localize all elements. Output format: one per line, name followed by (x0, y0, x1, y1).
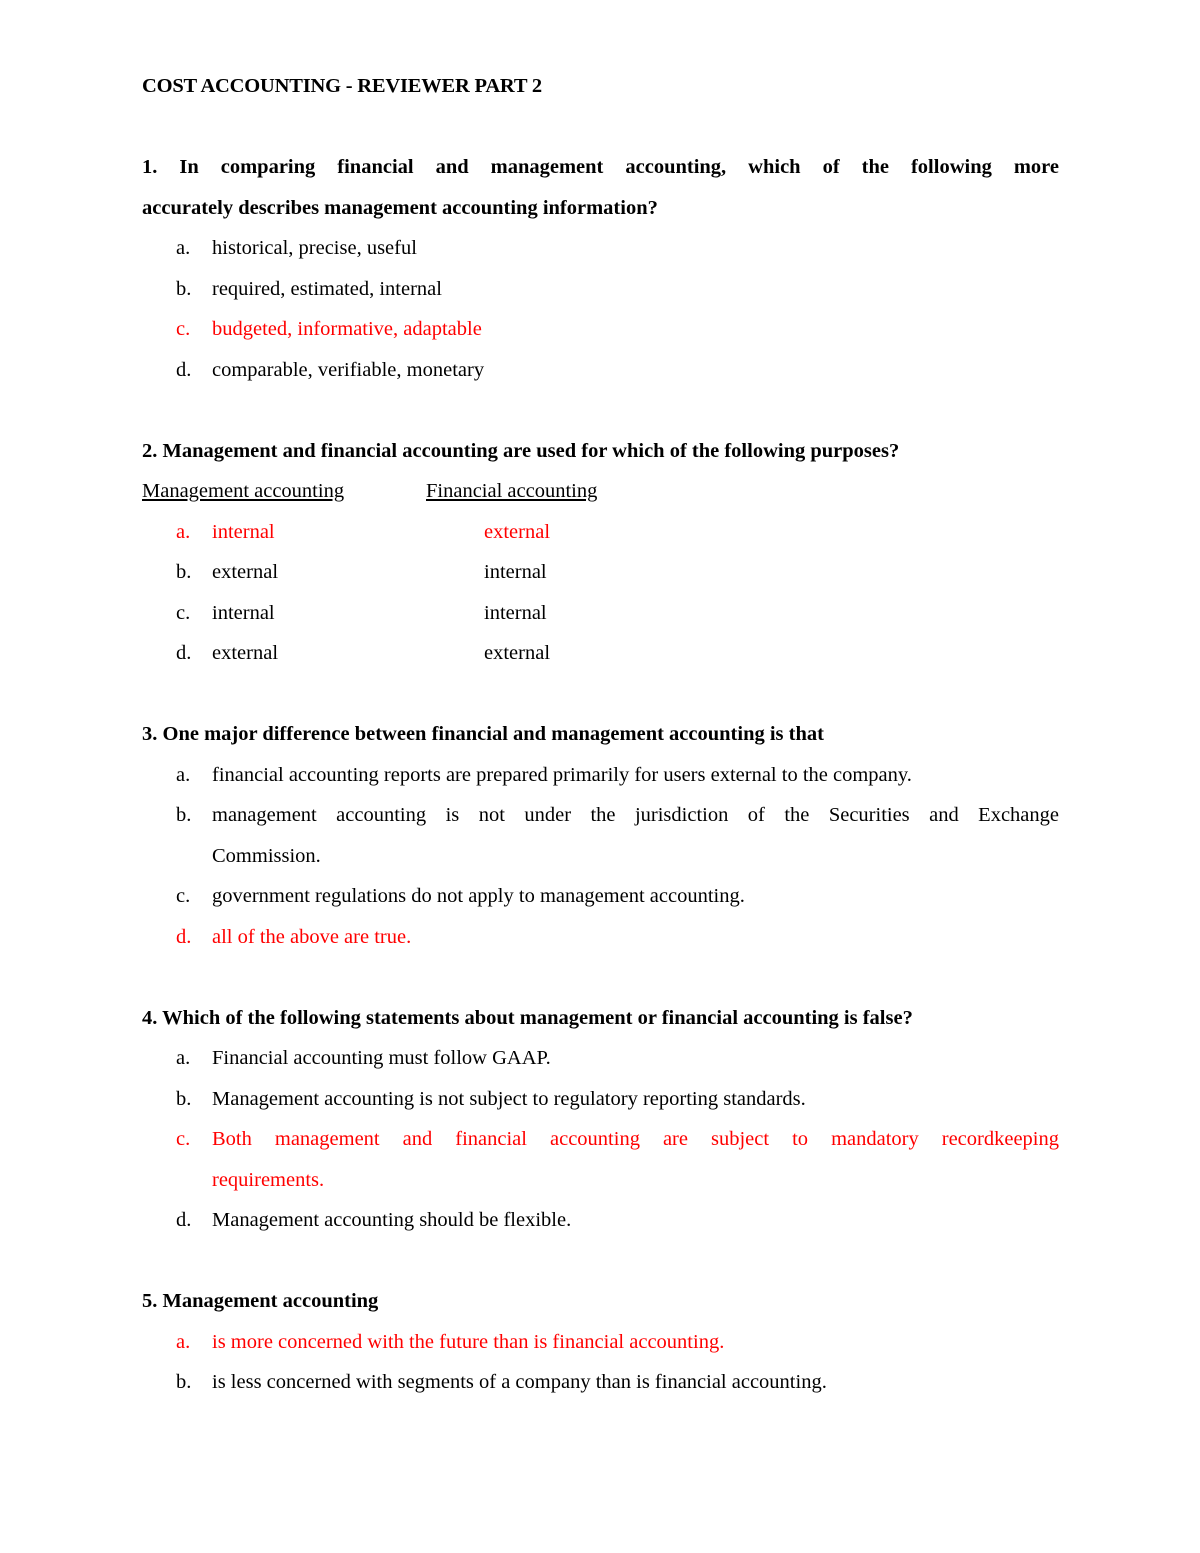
option-financial-value: internal (484, 601, 547, 624)
question-5 (142, 1281, 1059, 1403)
question-2-option-c (142, 593, 1059, 634)
question-3-option-d-correct-answer (142, 917, 1059, 958)
question-2-option-d (142, 633, 1059, 674)
option-letter: a. (176, 237, 191, 259)
document-title: COST ACCOUNTING - REVIEWER PART 2 (142, 75, 542, 97)
question-2-column-headers (142, 471, 1059, 512)
question-5-option-a-correct-answer (142, 1322, 1059, 1363)
question-3-option-a (142, 755, 1059, 796)
option-text: all of the above are true. (212, 925, 412, 948)
option-financial-value: internal (484, 561, 547, 583)
question-4-option-b (142, 1079, 1059, 1120)
option-letter: c. (176, 1128, 191, 1150)
question-3 (142, 714, 1059, 957)
question-1-option-d (142, 350, 1059, 391)
question-1-option-a (142, 228, 1059, 269)
option-text: government regulations do not apply to management accounting. (212, 885, 745, 907)
question-1-options (142, 228, 1059, 390)
question-4-option-d (142, 1200, 1059, 1241)
question-2-stem: 2. Management and financial accounting are used for which of the following purposes? (142, 439, 900, 462)
question-4-options (142, 1038, 1059, 1241)
option-letter: c. (176, 318, 191, 340)
option-letter: a. (176, 1330, 191, 1353)
option-letter: d. (176, 358, 192, 381)
option-text-line-2: requirements. (212, 1168, 325, 1191)
question-1-option-c-correct-answer (142, 309, 1059, 350)
option-text: required, estimated, internal (212, 277, 442, 300)
option-financial-value: external (484, 520, 551, 543)
option-letter: b. (176, 561, 192, 583)
option-letter: a. (176, 1047, 191, 1069)
question-5-options (142, 1322, 1059, 1403)
option-financial-value: external (484, 642, 551, 664)
question-3-stem: 3. One major difference between financial and management accounting is that (142, 723, 824, 745)
question-4 (142, 998, 1059, 1241)
option-letter: d. (176, 1209, 192, 1231)
option-text-line-2: Commission. (212, 844, 321, 867)
spacer (142, 674, 1059, 715)
option-management-value: internal (212, 601, 275, 624)
question-3-options (142, 755, 1059, 958)
option-letter: b. (176, 1371, 192, 1393)
option-text: Management accounting should be flexible. (212, 1209, 572, 1231)
option-text: Management accounting is not subject to regulatory reporting standards. (212, 1087, 806, 1110)
option-letter: a. (176, 763, 191, 786)
question-2-option-b (142, 552, 1059, 593)
option-letter: b. (176, 804, 192, 826)
question-1-stem-line-1: 1. In comparing financial and management accounting, which of the following more (142, 156, 1059, 178)
question-2 (142, 431, 1059, 674)
option-letter: d. (176, 925, 192, 948)
question-1 (142, 147, 1059, 390)
question-5-stem: 5. Management accounting (142, 1290, 379, 1312)
question-3-option-b (142, 795, 1059, 876)
option-text-line-1: Both management and financial accounting are subject to mandatory recordkeeping (212, 1128, 1059, 1150)
option-text: comparable, verifiable, monetary (212, 358, 485, 381)
option-text-line-1: management accounting is not under the jurisdiction of the Securities and Exchange (212, 804, 1059, 826)
option-letter: d. (176, 642, 192, 664)
question-1-stem-line-2: accurately describes management accounting information? (142, 196, 658, 219)
option-management-value: external (212, 561, 279, 583)
spacer (142, 957, 1059, 998)
column-header-management: Management accounting (142, 480, 345, 502)
spacer (142, 390, 1059, 431)
option-management-value: internal (212, 520, 275, 543)
option-letter: b. (176, 277, 192, 300)
option-letter: c. (176, 601, 191, 624)
option-text: is less concerned with segments of a company than is financial accounting. (212, 1371, 827, 1393)
question-4-option-a (142, 1038, 1059, 1079)
question-2-option-a-correct-answer (142, 512, 1059, 553)
option-text: historical, precise, useful (212, 237, 417, 259)
question-1-option-b (142, 269, 1059, 310)
option-letter: b. (176, 1087, 192, 1110)
option-letter: c. (176, 885, 191, 907)
option-management-value: external (212, 642, 279, 664)
spacer (142, 1241, 1059, 1282)
spacer (142, 107, 1059, 148)
option-text: budgeted, informative, adaptable (212, 318, 482, 340)
option-text: financial accounting reports are prepared primarily for users external to the company. (212, 763, 912, 786)
question-1-stem (142, 147, 1059, 228)
question-4-option-c-correct-answer (142, 1119, 1059, 1200)
question-4-stem: 4. Which of the following statements about management or financial accounting is false? (142, 1006, 913, 1029)
question-3-option-c (142, 876, 1059, 917)
option-text: Financial accounting must follow GAAP. (212, 1047, 551, 1069)
column-header-financial: Financial accounting (426, 480, 598, 502)
option-letter: a. (176, 520, 191, 543)
option-text: is more concerned with the future than is financial accounting. (212, 1330, 725, 1353)
question-5-option-b (142, 1362, 1059, 1403)
document-page (142, 66, 1059, 1403)
